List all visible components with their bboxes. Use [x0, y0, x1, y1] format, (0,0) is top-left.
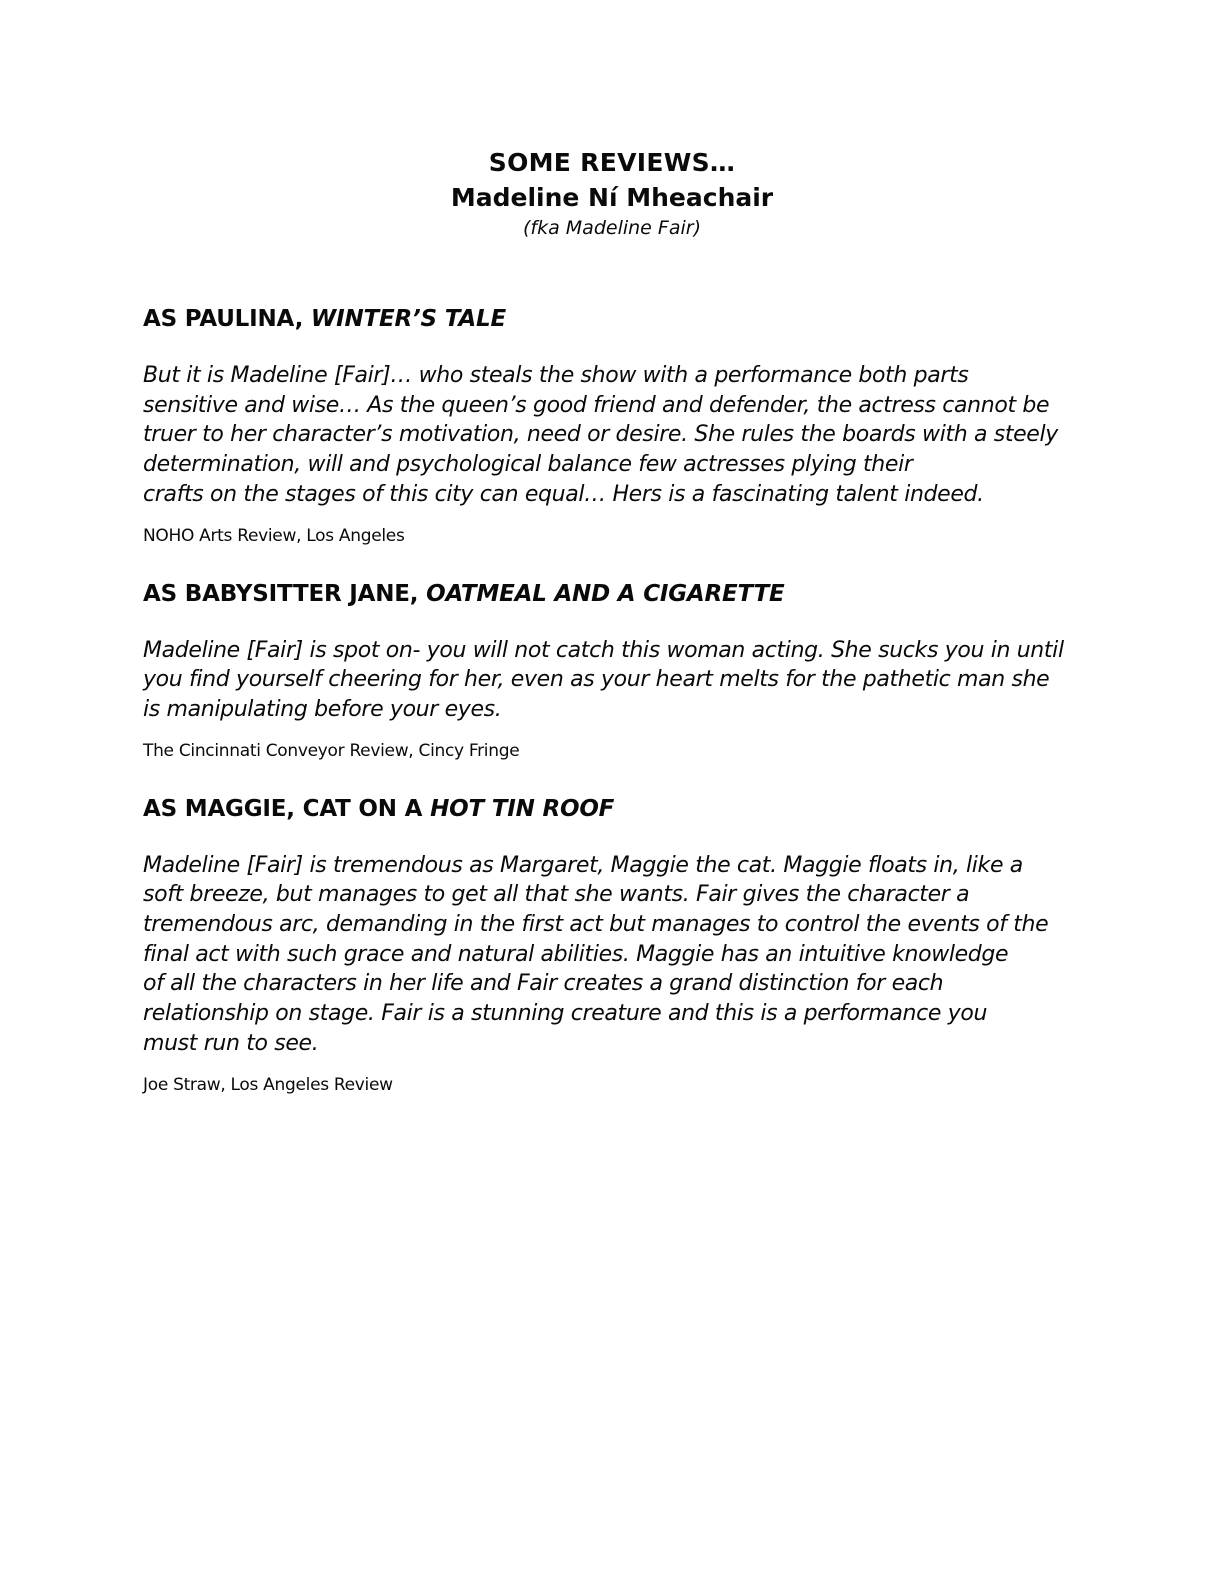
quote-line: Madeline [Fair] is tremendous as Margaret, Maggie the cat. Maggie floats in, like a	[143, 852, 1023, 878]
review-paulina	[143, 303, 1103, 548]
role-heading	[143, 793, 1103, 825]
quote-line: final act with such grace and natural abilities. Maggie has an intuitive knowledge	[143, 941, 1009, 967]
review-source: NOHO Arts Review, Los Angeles	[143, 525, 405, 546]
review-quote	[143, 636, 1103, 725]
quote-line: you find yourself cheering for her, even as your heart melts for the pathetic man she	[143, 667, 1050, 693]
role-label: AS PAULINA,	[143, 306, 311, 332]
role-label: AS MAGGIE,	[143, 795, 303, 822]
quote-line: Madeline [Fair] is spot on- you will not catch this woman acting. She sucks you in until	[143, 637, 1064, 663]
document-header	[0, 146, 1224, 240]
play-title: HOT TIN ROOF	[430, 795, 615, 822]
review-source: The Cincinnati Conveyor Review, Cincy Fringe	[143, 740, 520, 761]
review-quote	[143, 361, 1103, 510]
actress-name: Madeline Ní Mheachair	[450, 183, 774, 212]
role-heading	[143, 303, 1103, 335]
quote-line: is manipulating before your eyes.	[143, 696, 502, 722]
reviews-list	[143, 303, 1103, 1127]
quote-line: of all the characters in her life and Fair creates a grand distinction for each	[143, 971, 944, 997]
role-label: AS BABYSITTER JANE,	[143, 580, 427, 607]
quote-line: crafts on the stages of this city can equal… Hers is a fascinating talent indeed.	[143, 481, 984, 507]
quote-line: determination, will and psychological balance few actresses plying their	[143, 452, 913, 478]
review-maggie	[143, 793, 1103, 1097]
quote-line: relationship on stage. Fair is a stunning creature and this is a performance you	[143, 1001, 988, 1027]
review-babysitter-jane	[143, 578, 1103, 763]
quote-line: sensitive and wise… As the queen’s good friend and defender, the actress cannot be	[143, 392, 1050, 418]
quote-line: truer to her character’s motivation, need or desire. She rules the boards with a steely	[143, 422, 1058, 448]
role-heading	[143, 578, 1103, 610]
quote-line: must run to see.	[143, 1030, 319, 1056]
play-title-upright: CAT ON A	[302, 795, 431, 822]
quote-line: But it is Madeline [Fair]… who steals the show with a performance both parts	[143, 363, 969, 388]
play-title: WINTER’S TALE	[310, 306, 506, 332]
review-source: Joe Straw, Los Angeles Review	[143, 1074, 393, 1095]
former-name-note: (fka Madeline Fair)	[523, 217, 701, 239]
play-title: OATMEAL AND A CIGARETTE	[426, 580, 785, 607]
page-title: SOME REVIEWS…	[488, 148, 736, 177]
quote-line: tremendous arc, demanding in the first act but manages to control the events of the	[143, 912, 1049, 938]
quote-line: soft breeze, but manages to get all that she wants. Fair gives the character a	[143, 882, 970, 908]
review-quote	[143, 851, 1103, 1059]
